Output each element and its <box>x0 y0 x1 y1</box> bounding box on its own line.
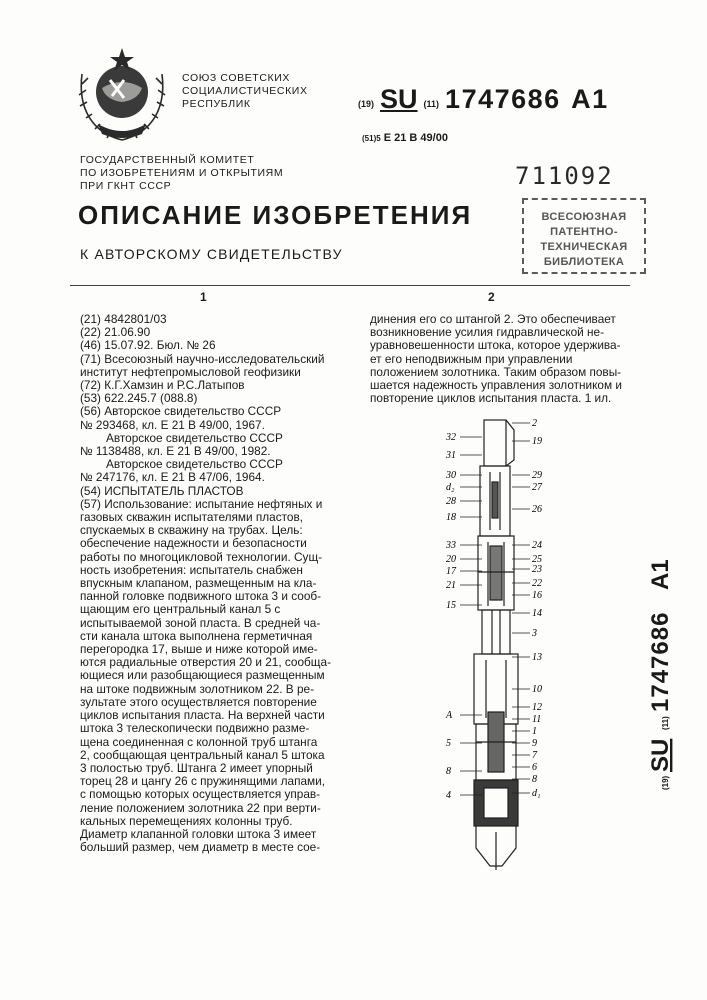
figure-label: 8 <box>446 766 451 777</box>
side-country-code: SU <box>647 738 674 772</box>
org-line: РЕСПУБЛИК <box>182 98 251 110</box>
figure-label: 5 <box>446 738 451 749</box>
code-19: (19) <box>358 98 375 109</box>
side-kind-code: A1 <box>647 559 674 590</box>
text-line: 2, сообщающая центральный канал 5 штока <box>80 747 325 762</box>
figure-label: 6 <box>532 762 537 773</box>
figure-label: 25 <box>532 554 542 565</box>
figure-label: 22 <box>532 578 542 589</box>
side-patent-mark <box>640 540 680 790</box>
text-line: № 1138488, кл. Е 21 В 49/00, 1982. <box>80 444 271 459</box>
figure-label: 17 <box>446 566 456 577</box>
text-line: торец 28 и цангу 26 с пружинящими лапами, <box>80 774 326 789</box>
committee-line: ГОСУДАРСТВЕННЫЙ КОМИТЕТ <box>80 154 255 166</box>
stamp-line: ПАТЕНТНО- <box>550 226 618 238</box>
text-line: штока 3 телескопически подвижно размe- <box>80 721 310 736</box>
figure-label: 11 <box>532 714 542 725</box>
text-line: (53) 622.245.7 (088.8) <box>80 391 198 406</box>
patent-number: 1747686 <box>445 84 561 114</box>
text-line: на штоке подвижным золотником 22. В ре- <box>80 681 315 696</box>
text-line: с помощью которых осуществляется управ- <box>80 787 321 802</box>
text-line: ющиеся или разобщающиеся размещенным <box>80 668 325 683</box>
text-line: кальных перемещениях колонны труб. <box>80 813 293 828</box>
text-line: больший размер, чем диаметр в месте сое- <box>80 840 321 855</box>
text-line: работы по многоцикловой технологии. Сущ- <box>80 549 323 564</box>
figure-label: 24 <box>532 540 542 551</box>
text-line: циклов испытания пласта. На верхней части <box>80 708 325 723</box>
figure-label: 28 <box>446 496 456 507</box>
org-line: СОЮЗ СОВЕТСКИХ <box>182 72 290 84</box>
text-line: положением золотника. Таким образом повы- <box>370 364 622 379</box>
text-line: (56) Авторское свидетельство СССР <box>80 404 282 419</box>
text-line: сти канала штока выполнена герметичная <box>80 628 313 643</box>
figure-label: 31 <box>446 450 456 461</box>
text-line: испытываемой зоной пласта. В средней ча- <box>80 615 321 630</box>
figure-label: 12 <box>532 702 542 713</box>
stamp-line: ВСЕСОЮЗНАЯ <box>541 211 627 223</box>
side-patent-number: 1747686 <box>647 611 674 712</box>
side-code-19: (19) <box>661 775 670 790</box>
text-line: обеспечение надежности и безопасности <box>80 536 307 551</box>
figure-label: 18 <box>446 512 456 523</box>
kind-code: A1 <box>571 84 609 114</box>
text-line: повторение циклов испытания пласта. 1 ил. <box>370 391 612 406</box>
figure-label: 23 <box>532 564 542 575</box>
text-line: (22) 21.06.90 <box>80 325 151 340</box>
text-line: ются радиальные отверстия 20 и 21, сообща- <box>80 655 332 670</box>
column-left-text <box>80 313 352 854</box>
ipc-class: E 21 B 49/00 <box>383 132 448 144</box>
document-title: ОПИСАНИЕ ИЗОБРЕТЕНИЯ <box>78 200 473 230</box>
figure-label: 2 <box>532 418 537 429</box>
text-line: Диаметр клапанной головки штока 3 имеет <box>80 826 317 841</box>
text-line: (72) К.Г.Хамзин и Р.С.Латыпов <box>80 378 245 393</box>
figure-label: 29 <box>532 470 542 481</box>
text-line: институт нефтепромысловой геофизики <box>80 364 301 379</box>
figure-label: A <box>446 710 453 721</box>
figure-label: 8 <box>532 774 537 785</box>
figure-label: d₂ <box>446 482 455 493</box>
library-stamp <box>522 198 646 274</box>
ipc-code: (51)5 <box>362 134 381 143</box>
document-subtitle: К АВТОРСКОМУ СВИДЕТЕЛЬСТВУ <box>80 246 343 262</box>
handwritten-number: 711092 <box>515 162 614 190</box>
text-line: № 293468, кл. Е 21 В 49/00, 1967. <box>80 417 265 432</box>
text-line: панной головке подвижного штока 3 и сооб- <box>80 589 322 604</box>
stamp-line: БИБЛИОТЕКА <box>543 256 625 268</box>
figure-label: 26 <box>532 504 542 515</box>
figure-label: 19 <box>532 436 542 447</box>
text-line: (57) Использование: испытание нефтяных и <box>80 496 323 511</box>
text-line: 3 полостью труб. Штанга 2 имеет упорный <box>80 760 313 775</box>
stamp-line: ТЕХНИЧЕСКАЯ <box>540 241 628 253</box>
text-line: (46) 15.07.92. Бюл. № 26 <box>80 338 216 353</box>
org-line: СОЦИАЛИСТИЧЕСКИХ <box>182 85 308 97</box>
text-line: (71) Всесоюзный научно-исследовательский <box>80 351 325 366</box>
column-number-1: 1 <box>200 290 207 304</box>
figure-label: 4 <box>446 790 451 801</box>
text-line: динения его со штангой 2. Это обеспечивает <box>370 312 616 326</box>
country-code: SU <box>380 84 418 114</box>
text-line: шается надежность управления золотником и <box>370 378 622 393</box>
state-committee <box>80 154 283 193</box>
figure-label: 10 <box>532 684 542 695</box>
text-line: ет его неподвижным при управлении <box>370 351 573 366</box>
country-org-name <box>182 72 308 111</box>
figure-label: 30 <box>446 470 456 481</box>
text-line: ление положением золотника 22 при верти- <box>80 800 321 815</box>
committee-line: ПРИ ГКНТ СССР <box>80 180 172 192</box>
side-code-11: (11) <box>661 716 670 730</box>
figure-label: 7 <box>532 750 537 761</box>
header-divider <box>70 285 630 286</box>
committee-line: ПО ИЗОБРЕТЕНИЯМ И ОТКРЫТИЯМ <box>80 167 284 179</box>
figure-label: 15 <box>446 600 456 611</box>
text-line: перегородка 17, выше и ниже которой име- <box>80 642 318 657</box>
figure-label: 13 <box>532 652 542 663</box>
text-line: возникновение усилия гидравлической не- <box>370 325 605 340</box>
text-line: Авторское свидетельство СССР <box>106 430 283 445</box>
tester-drawing <box>432 412 562 872</box>
text-line: зультате этого осуществляется повторение <box>80 694 317 709</box>
text-line: (21) 4842801/03 <box>80 312 167 326</box>
ussr-emblem <box>72 40 172 148</box>
figure-label: 20 <box>446 554 456 565</box>
figure-label: 16 <box>532 590 542 601</box>
figure-label: 14 <box>532 608 542 619</box>
figure-label: 9 <box>532 738 537 749</box>
column-number-2: 2 <box>488 290 495 304</box>
figure-label: 33 <box>446 540 456 551</box>
text-line: ность изобретения: испытатель снабжен <box>80 562 303 577</box>
figure-label: 21 <box>446 580 456 591</box>
figure-label: 32 <box>446 432 456 443</box>
text-line: спускаемых в скважину на трубах. Цель: <box>80 523 303 538</box>
figure-label: 1 <box>532 726 537 737</box>
figure-label: 3 <box>532 628 537 639</box>
ipc-classification <box>362 132 448 144</box>
figure-label: 27 <box>532 482 542 493</box>
figure-label: d₁ <box>532 788 541 799</box>
column-right-text <box>370 313 642 405</box>
text-line: газовых скважин испытателями пластов, <box>80 510 303 525</box>
code-11: (11) <box>423 98 440 109</box>
text-line: (54) ИСПЫТАТЕЛЬ ПЛАСТОВ <box>80 483 244 498</box>
text-line: Авторское свидетельство СССР <box>106 457 283 472</box>
text-line: № 247176, кл. Е 21 В 47/06, 1964. <box>80 470 265 485</box>
text-line: щающим его центральный канал 5 с <box>80 602 281 617</box>
text-line: щена соединенная с колонной труб штанга <box>80 734 318 749</box>
text-line: уравновешенности штока, которое удержива- <box>370 338 621 353</box>
text-line: впускным клапаном, размещенным на кла- <box>80 576 317 591</box>
publication-number-line <box>358 84 609 115</box>
